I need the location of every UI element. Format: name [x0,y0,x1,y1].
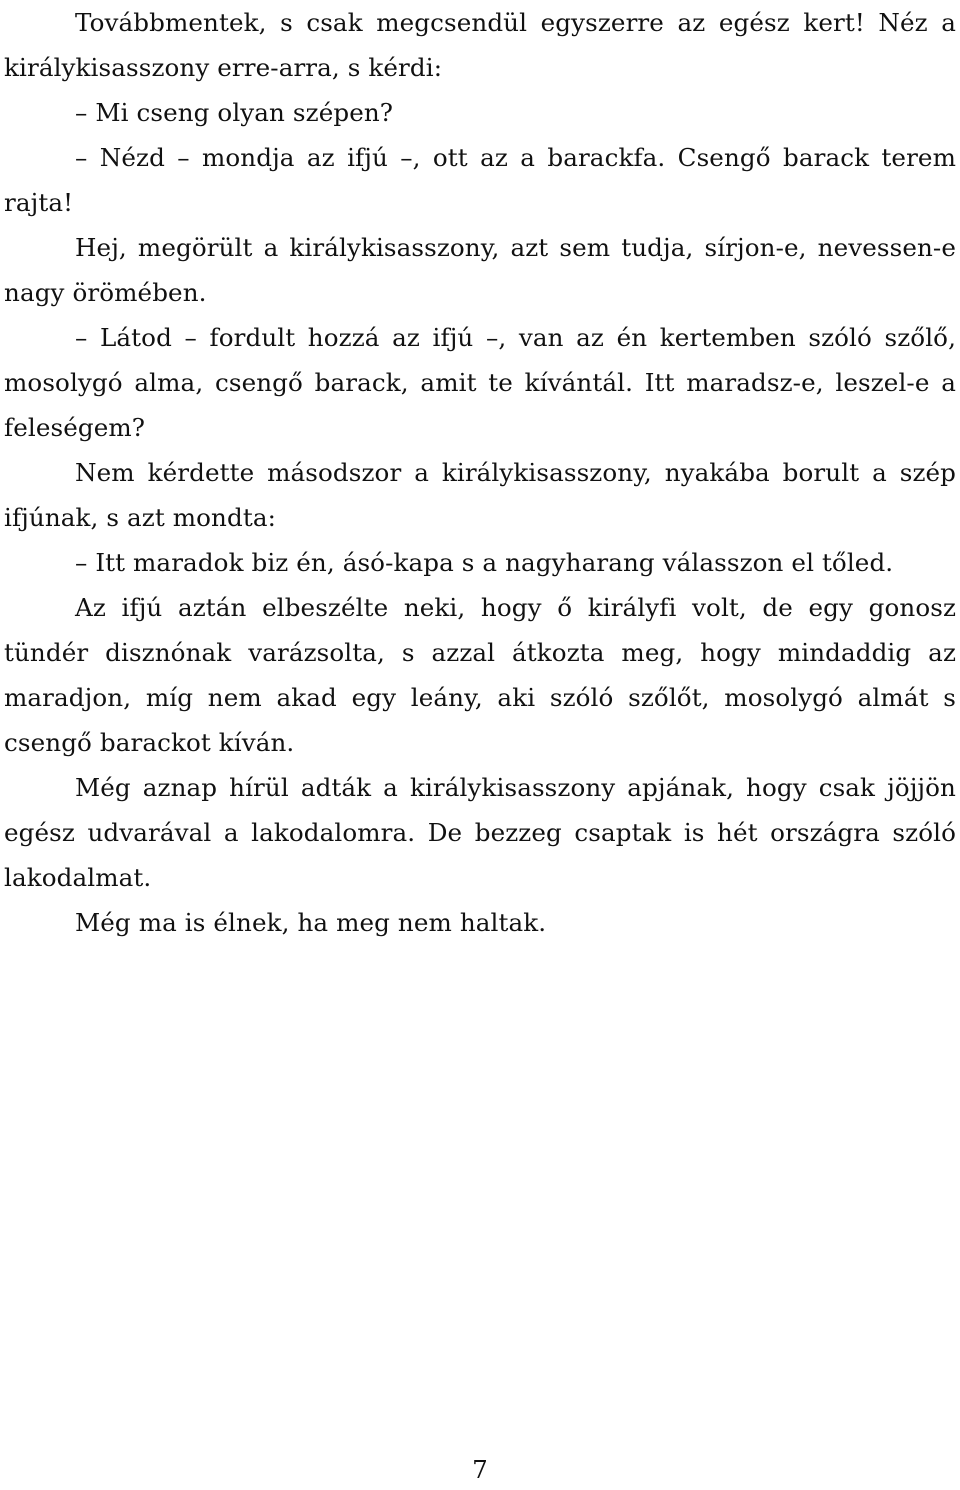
paragraph-4: Hej, megörült a királykisasszony, azt sem tudja, sírjon-e, nevessen-e nagy örömében. [4,233,956,307]
paragraph-1: Továbbmentek, s csak megcsendül egyszerre az egész kert! Néz a királykisasszony erre-arra, s kérdi: [4,8,956,82]
document-page [4,0,956,945]
paragraph-8: Az ifjú aztán elbeszélte neki, hogy ő királyfi volt, de egy gonosz tündér disznónak varázsolta, s azzal átkozta meg, hogy mindaddig az maradjon, míg nem akad egy leány, aki szóló szőlőt, mosolygó almát s csengő barackot kíván. [4,593,956,757]
paragraph-3: – Nézd – mondja az ifjú –, ott az a barackfa. Csengő barack terem rajta! [4,143,956,217]
paragraph-2: – Mi cseng olyan szépen? [75,98,394,127]
paragraph-7: – Itt maradok biz én, ásó-kapa s a nagyharang válasszon el tőled. [75,548,894,577]
paragraph-6: Nem kérdette másodszor a királykisasszony, nyakába borult a szép ifjúnak, s azt mondta: [4,458,956,532]
paragraph-5: – Látod – fordult hozzá az ifjú –, van az én kertemben szóló szőlő, mosolygó alma, csengő barack, amit te kívántál. Itt maradsz-e, leszel-e a feleségem? [4,323,956,442]
paragraph-9: Még aznap hírül adták a királykisasszony apjának, hogy csak jöjjön egész udvarával a lakodalomra. De bezzeg csaptak is hét országra szóló lakodalmat. [4,773,956,892]
paragraph-10: Még ma is élnek, ha meg nem haltak. [75,908,547,937]
page-number: 7 [472,1455,488,1484]
